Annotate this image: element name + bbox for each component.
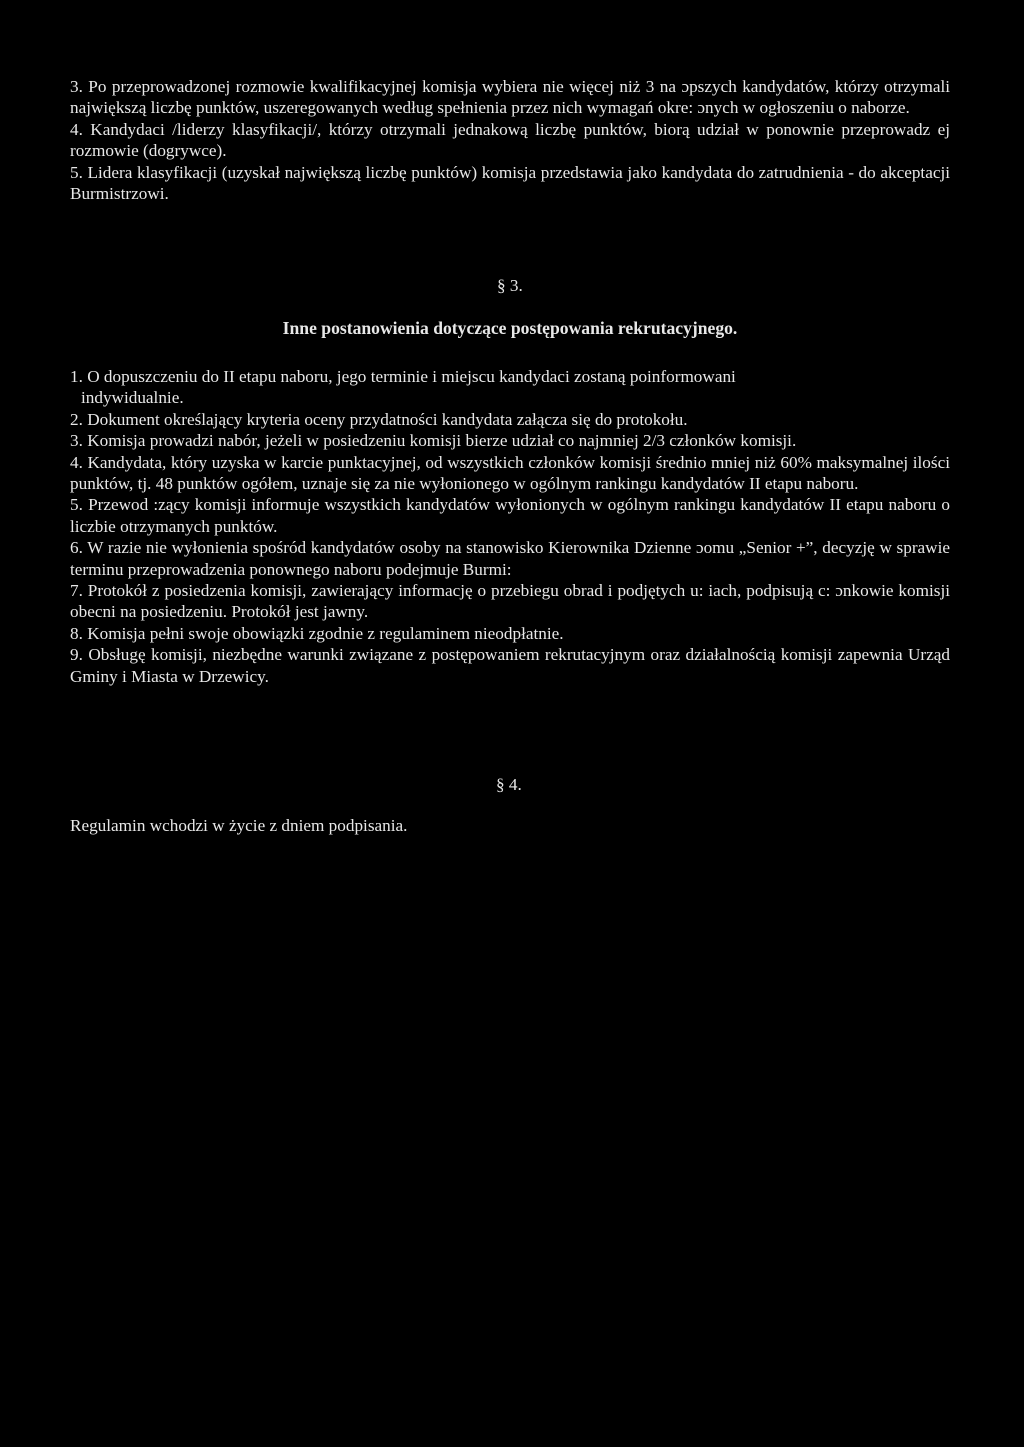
section-3-item-6: 6. W razie nie wyłonienia spośród kandydatów osoby na stanowisko Kierownika Dzienne ɔomu „Senior +”, decyzję w sprawie terminu przeprowadzenia ponownego naboru podejmuje Burmi:: [70, 538, 950, 579]
section-3-item-7: 7. Protokół z posiedzenia komisji, zawierający informację o przebiegu obrad i podjętych u: iach, podpisują c: ɔnkowie komisji obecni na posiedzeniu. Protokół jest jawny.: [70, 581, 950, 622]
paragraph-item-5: 5. Lidera klasyfikacji (uzyskał największą liczbę punktów) komisja przedstawia jako kandydata do zatrudnienia - do akceptacji Burmistrzowi.: [70, 162, 950, 204]
section-3-title: Inne postanowienia dotyczące postępowania rekrutacyjnego.: [282, 318, 738, 338]
section-3-item-3: 3. Komisja prowadzi nabór, jeżeli w posiedzeniu komisji bierze udział co najmniej 2/3 członków komisji.: [70, 431, 797, 451]
section-3-item-8: 8. Komisja pełni swoje obowiązki zgodnie z regulaminem nieodpłatnie.: [70, 623, 564, 643]
section-3-item-5: 5. Przewod :zący komisji informuje wszystkich kandydatów wyłonionych w ogólnym rankingu kandydatów II etapu naboru o liczbie otrzymanych punktów.: [70, 495, 950, 536]
section-3-mark: § 3.: [497, 276, 523, 295]
paragraph-item-3: 3. Po przeprowadzonej rozmowie kwalifikacyjnej komisja wybiera nie więcej niż 3 na ɔpszych kandydatów, którzy otrzymali największą liczbę punktów, uszeregowanych według spełnienia przez nich wymagań okre: ɔnych w ogłoszeniu o naborze.: [70, 77, 950, 118]
section-4-mark: § 4.: [496, 775, 522, 794]
closing-statement: Regulamin wchodzi w życie z dniem podpisania.: [70, 816, 408, 835]
top-items: [70, 76, 950, 204]
section-3-item-2: 2. Dokument określający kryteria oceny przydatności kandydata załącza się do protokołu.: [70, 409, 688, 429]
section-3-item-4: 4. Kandydata, który uzyska w karcie punktacyjnej, od wszystkich członków komisji średnio mniej niż 60% maksymalnej ilości punktów, tj. 48 punktów ogółem, uznaje się za nie wyłonionego w ogólnym rankingu kandydatów II etapu naboru.: [70, 452, 950, 494]
section-3-item-1: 1. O dopuszczeniu do II etapu naboru, jego terminie i miejscu kandydaci zostaną poinformowani: [70, 367, 736, 386]
paragraph-item-4: 4. Kandydaci /liderzy klasyfikacji/, którzy otrzymali jednakową liczbę punktów, biorą udział w ponownie przeprowadz ej rozmowie (dogrywce).: [70, 119, 950, 161]
section-3-item-1-cont: indywidualnie.: [81, 388, 184, 408]
section-3-items: [70, 366, 950, 687]
section-3-item-9: 9. Obsługę komisji, niezbędne warunki związane z postępowaniem rekrutacyjnym oraz działalnością komisji zapewnia Urząd Gminy i Miasta w Drzewicy.: [70, 645, 950, 686]
